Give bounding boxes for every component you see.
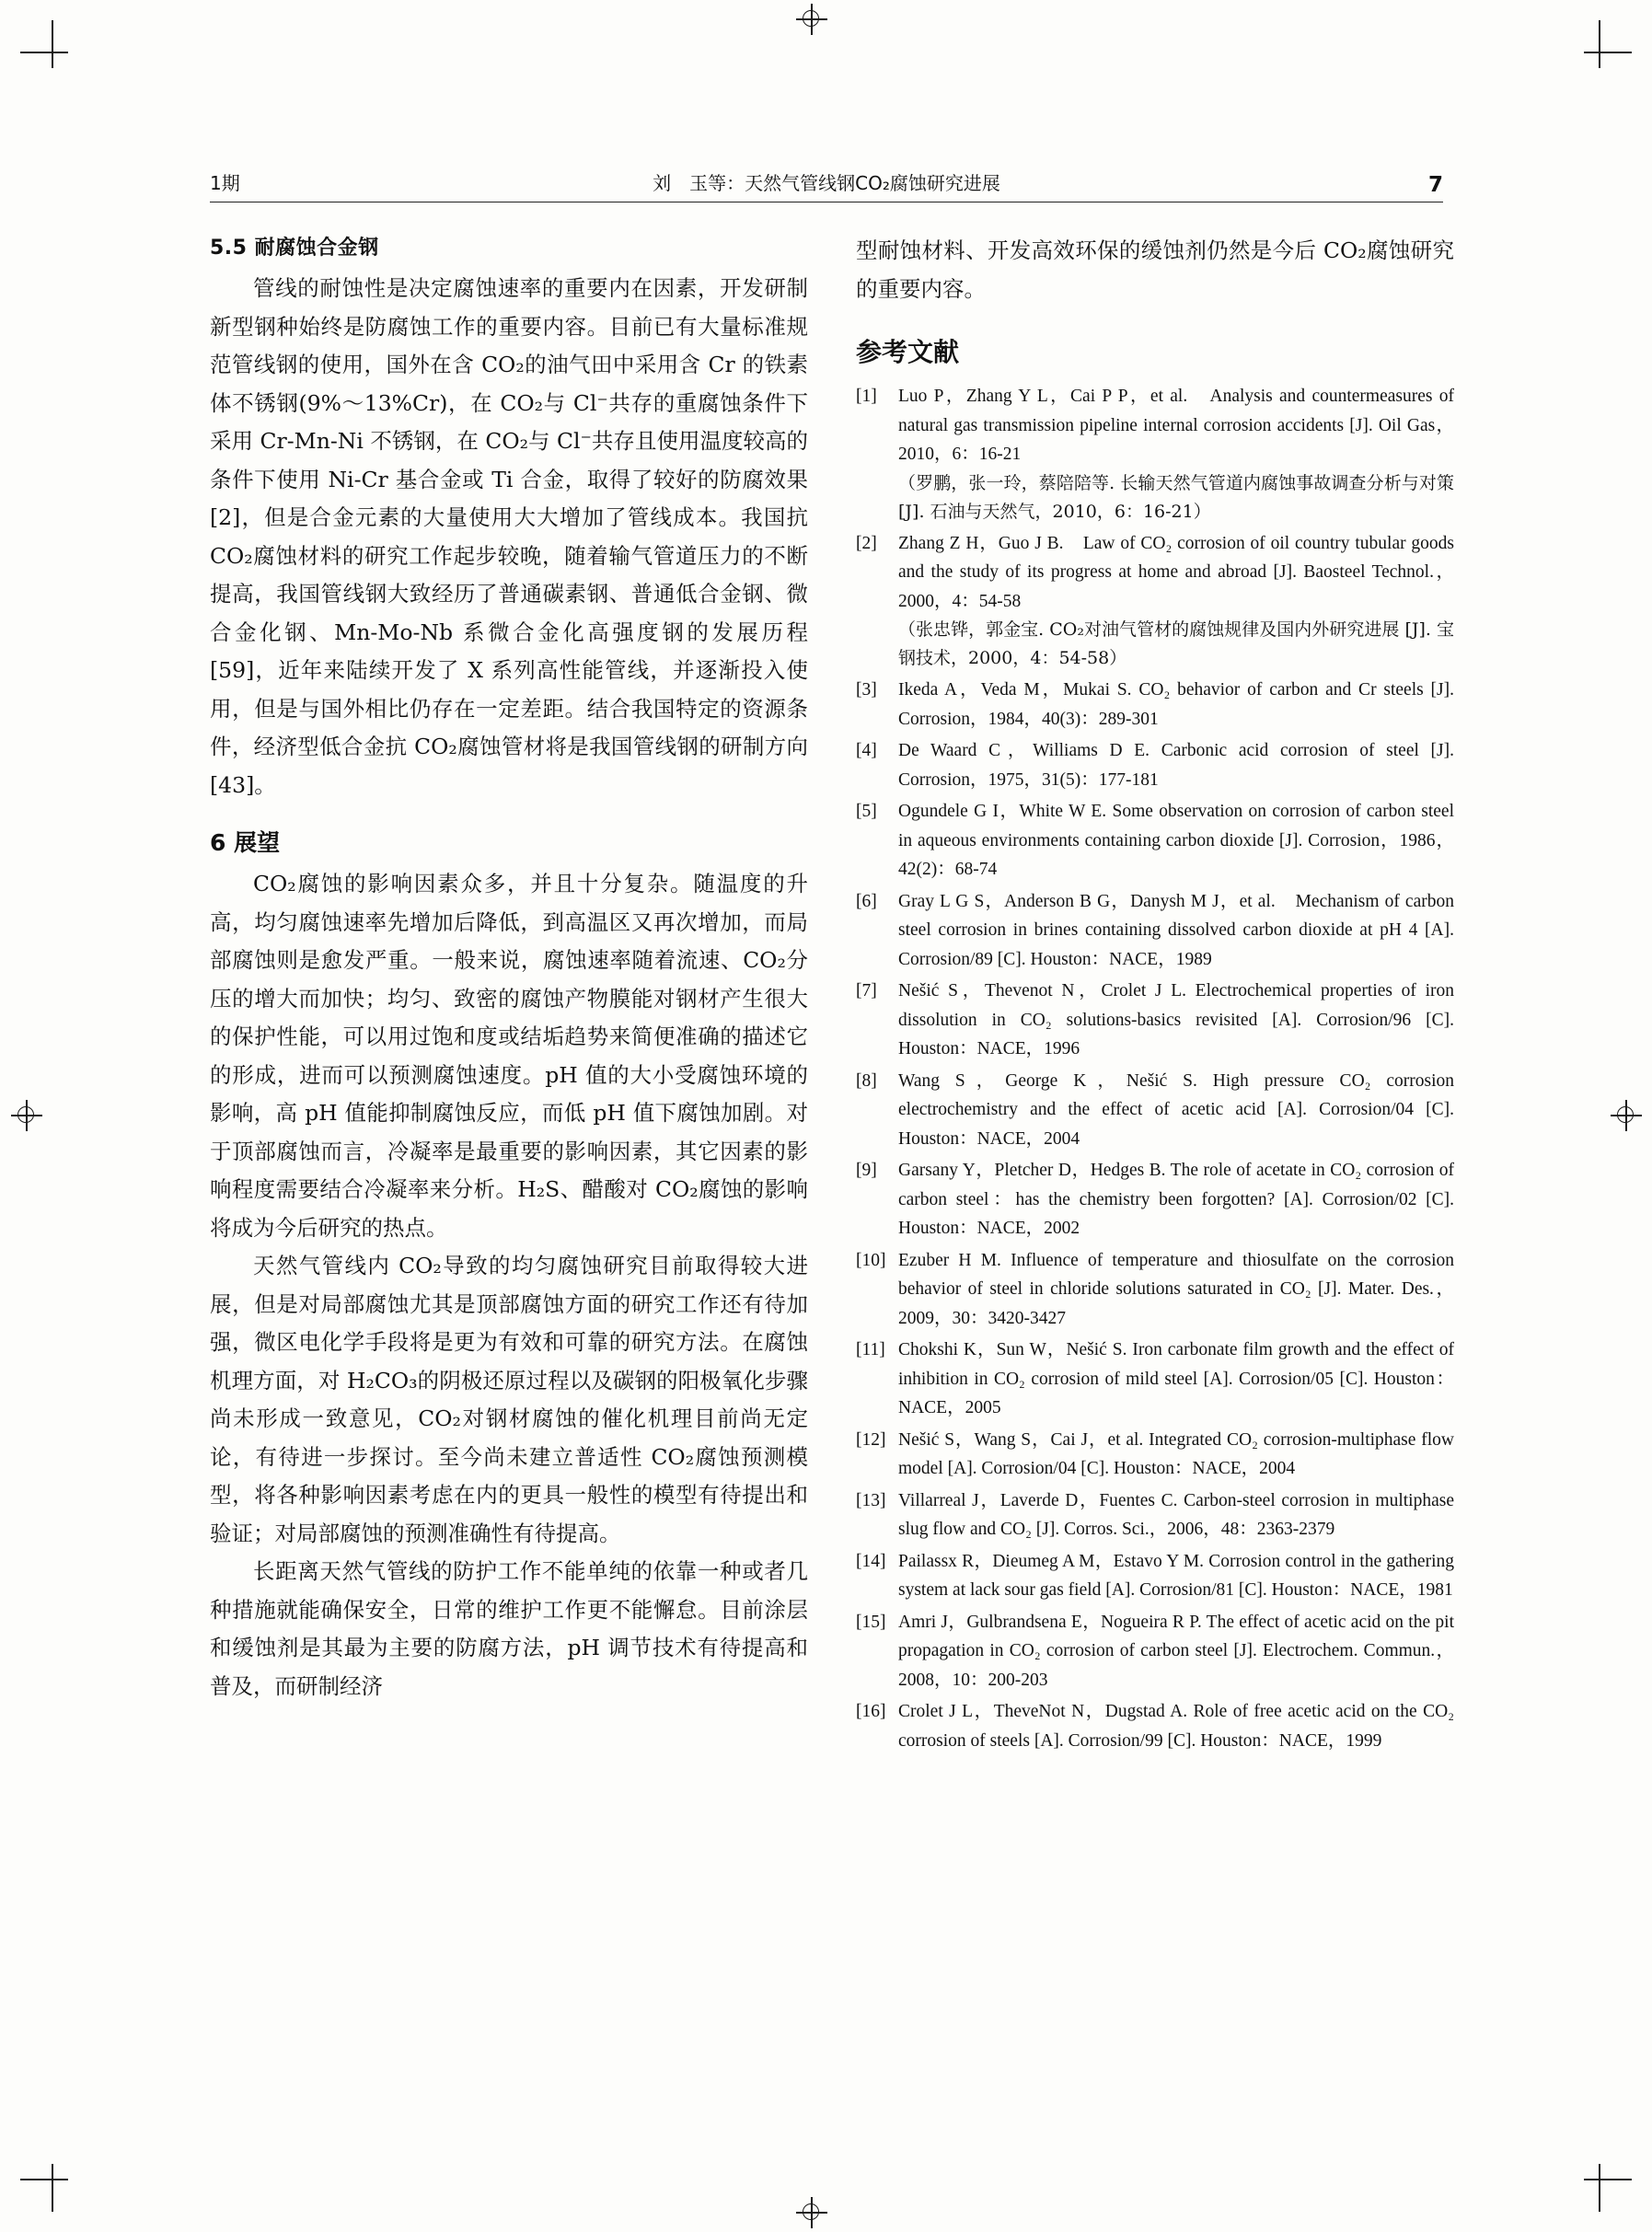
list-item <box>856 1426 1454 1484</box>
reference-number: [15] <box>856 1612 886 1632</box>
crop-mark-top-right-h <box>1584 52 1632 53</box>
reference-number: [12] <box>856 1429 886 1450</box>
registration-mark-left <box>11 1100 42 1131</box>
paragraph-6-2: 天然气管线内 CO₂导致的均匀腐蚀研究目前取得较大进展，但是对局部腐蚀尤其是顶部腐蚀方面的研究工作还有待加强，微区电化学手段将是更为有效和可靠的研究方法。在腐蚀机理方面，对 H₂CO₃的阴极还原过程以及碳钢的阳极氧化步骤尚未形成一致意见，CO₂对钢材腐蚀的催化机理目前尚无定论，有待进一步探讨。至今尚未建立普适性 CO₂腐蚀预测模型，将各种影响因素考虑在内的更具一般性的模型有待提出和验证；对局部腐蚀的预测准确性有待提高。 <box>210 1253 808 1546</box>
list-item <box>856 382 1454 526</box>
reference-number: [13] <box>856 1490 886 1510</box>
reference-number: [5] <box>856 802 877 821</box>
reference-text: Ogundele G I，White W E. Some observation on corrosion of carbon steel in aqueous environments containing carbon dioxide [J]. Corrosion，1986，42(2)：68-74 <box>898 802 1454 879</box>
crop-mark-bottom-right-h <box>1584 2179 1632 2180</box>
right-column <box>856 232 1454 1758</box>
reference-number: [11] <box>856 1340 885 1359</box>
crop-mark-bottom-left-v <box>52 2164 53 2212</box>
crop-mark-bottom-left-h <box>20 2179 68 2180</box>
registration-mark-bottom <box>796 2197 827 2228</box>
list-item <box>856 1336 1454 1423</box>
reference-number: [6] <box>856 891 877 911</box>
reference-text: Ikeda A，Veda M，Mukai S. CO₂ behavior of carbon and Cr steels [J]. Corrosion，1984，40(3)：289-301 <box>898 680 1454 729</box>
reference-text: Amri J，Gulbrandsena E，Nogueira R P. The effect of acetic acid on the pit propagation in CO₂ corrosion of carbon steel [J]. Electrochem. Commun.，2008，10：200-203 <box>898 1612 1454 1690</box>
reference-text: Chokshi K，Sun W，Nešić S. Iron carbonate film growth and the effect of inhibition in CO₂ corrosion of mild steel [A]. Corrosion/05 [C]. Houston：NACE，2005 <box>898 1340 1454 1417</box>
crop-mark-bottom-right-v <box>1599 2164 1600 2212</box>
list-item <box>856 1486 1454 1544</box>
references-heading: 参考文献 <box>856 337 960 367</box>
reference-number: [16] <box>856 1702 886 1721</box>
reference-list <box>856 382 1454 1755</box>
list-item <box>856 1156 1454 1243</box>
reference-number: [14] <box>856 1551 886 1571</box>
crop-mark-top-right-v <box>1599 20 1600 68</box>
list-item <box>856 1246 1454 1334</box>
article-running-title: 刘 玉等：天然气管线钢CO₂腐蚀研究进展 <box>653 172 1000 194</box>
reference-number: [10] <box>856 1250 886 1270</box>
running-head <box>210 162 1443 202</box>
registration-mark-top <box>796 4 827 35</box>
left-column <box>210 232 808 1706</box>
reference-text: Villarreal J，Laverde D，Fuentes C. Carbon-steel corrosion in multiphase slug flow and CO₂ [J]. Corros. Sci.，2006，48：2363-2379 <box>898 1490 1454 1539</box>
paragraph-5-5: 管线的耐蚀性是决定腐蚀速率的重要内在因素，开发研制新型钢种始终是防腐蚀工作的重要内容。目前已有大量标准规范管线钢的使用，国外在含 CO₂的油气田中采用含 Cr 的铁素体不锈钢(9%～13%Cr)，在 CO₂与 Cl⁻共存的重腐蚀条件下采用 Cr-Mn-Ni 不锈钢，在 CO₂与 Cl⁻共存且使用温度较高的条件下使用 Ni-Cr 基合金或 Ti 合金，取得了较好的防腐效果[2]，但是合金元素的大量使用大大增加了管线成本。我国抗 CO₂腐蚀材料的研究工作起步较晚，随着输气管道压力的不断提高，我国管线钢大致经历了普通碳素钢、普通低合金钢、微合金化钢、Mn-Mo-Nb 系微合金化高强度钢的发展历程[59]，近年来陆续开发了 X 系列高性能管线，并逐渐投入使用，但是与国外相比仍存在一定差距。结合我国特定的资源条件，经济型低合金抗 CO₂腐蚀管材将是我国管线钢的研制方向[43]。 <box>210 275 808 798</box>
crop-mark-top-left-h <box>20 52 68 53</box>
paragraph-6-3: 长距离天然气管线的防护工作不能单纯的依靠一种或者几种措施就能确保安全，日常的维护工作更不能懈怠。目前涂层和缓蚀剂是其最为主要的防腐方法，pH 调节技术有待提高和普及，而研制经济 <box>210 1558 808 1699</box>
reference-text: Gray L G S，Anderson B G，Danysh M J，et al. Mechanism of carbon steel corrosion in brines containing dissolved carbon dioxide at pH 4 [A]. Corrosion/89 [C]. Houston：NACE，1989 <box>898 891 1454 969</box>
list-item <box>856 676 1454 734</box>
list-item <box>856 736 1454 794</box>
reference-text: Luo P，Zhang Y L，Cai P P，et al. Analysis and countermeasures of natural gas transmission pipeline internal corrosion accidents [J]. Oil Gas，2010，6：16-21 <box>898 387 1454 464</box>
reference-text: Zhang Z H，Guo J B. Law of CO₂ corrosion of oil country tubular goods and the study of its progress at home and abroad [J]. Baosteel Technol.，2000，4：54-58 <box>898 533 1454 611</box>
crop-mark-top-left-v <box>52 20 53 68</box>
reference-text-cn: （罗鹏，张一玲，蔡陪陪等. 长输天然气管道内腐蚀事故调查分析与对策 [J]. 石油与天然气，2010，6：16-21） <box>898 472 1454 522</box>
heading-5-5: 5.5 耐腐蚀合金钢 <box>210 237 379 260</box>
reference-text: Crolet J L，TheveNot N，Dugstad A. Role of free acetic acid on the CO₂ corrosion of steels [A]. Corrosion/99 [C]. Houston：NACE，1999 <box>898 1702 1454 1751</box>
reference-number: [9] <box>856 1161 877 1180</box>
reference-number: [1] <box>856 387 877 406</box>
reference-text-cn: （张忠铧，郭金宝. CO₂对油气管材的腐蚀规律及国内外研究进展 [J]. 宝钢技术，2000，4：54-58） <box>898 619 1454 668</box>
reference-text: Garsany Y，Pletcher D，Hedges B. The role of acetate in CO₂ corrosion of carbon steel：has the chemistry been forgotten? [A]. Corrosion/02 [C]. Houston：NACE，2002 <box>898 1161 1454 1238</box>
reference-number: [4] <box>856 741 877 760</box>
paragraph-continuation: 型耐蚀材料、开发高效环保的缓蚀剂仍然是今后 CO₂腐蚀研究的重要内容。 <box>856 237 1454 302</box>
issue-number: 1期 <box>210 172 240 194</box>
registration-mark-right <box>1611 1100 1642 1131</box>
list-item <box>856 797 1454 885</box>
reference-text: Pailassx R，Dieumeg A M，Estavo Y M. Corrosion control in the gathering system at lack sour gas field [A]. Corrosion/81 [C]. Houston：NACE，1981 <box>898 1551 1454 1600</box>
reference-text: De Waard C，Williams D E. Carbonic acid corrosion of steel [J]. Corrosion，1975，31(5)：177-181 <box>898 741 1454 790</box>
heading-6: 6 展望 <box>210 829 281 856</box>
reference-number: [2] <box>856 533 877 553</box>
reference-number: [7] <box>856 981 877 1000</box>
reference-text: Nešić S，Wang S，Cai J，et al. Integrated CO₂ corrosion-multiphase flow model [A]. Corrosion/04 [C]. Houston：NACE，2004 <box>898 1429 1454 1478</box>
list-item <box>856 1067 1454 1154</box>
list-item <box>856 1697 1454 1755</box>
reference-text: Wang S，George K，Nešić S. High pressure CO₂ corrosion electrochemistry and the effect of acetic acid [A]. Corrosion/04 [C]. Houston：NACE，2004 <box>898 1070 1454 1149</box>
reference-number: [8] <box>856 1070 877 1091</box>
list-item <box>856 977 1454 1064</box>
list-item <box>856 529 1454 674</box>
list-item <box>856 887 1454 975</box>
list-item <box>856 1608 1454 1695</box>
paragraph-6-1: CO₂腐蚀的影响因素众多，并且十分复杂。随温度的升高，均匀腐蚀速率先增加后降低，到高温区又再次增加，而局部腐蚀则是愈发严重。一般来说，腐蚀速率随着流速、CO₂分压的增大而加快；均匀、致密的腐蚀产物膜能对钢材产生很大的保护性能，可以用过饱和度或结垢趋势来简便准确的描述它的形成，进而可以预测腐蚀速度。pH 值的大小受腐蚀环境的影响，高 pH 值能抑制腐蚀反应，而低 pH 值下腐蚀加剧。对于顶部腐蚀而言，冷凝率是最重要的影响因素，其它因素的影响程度需要结合冷凝率来分析。H₂S、醋酸对 CO₂腐蚀的影响将成为今后研究的热点。 <box>210 871 808 1241</box>
reference-text: Ezuber H M. Influence of temperature and thiosulfate on the corrosion behavior of steel in chloride solutions saturated in CO₂ [J]. Mater. Des.，2009，30：3420-3427 <box>898 1250 1454 1328</box>
reference-number: [3] <box>856 680 877 700</box>
list-item <box>856 1547 1454 1605</box>
reference-text: Nešić S，Thevenot N，Crolet J L. Electrochemical properties of iron dissolution in CO₂ solutions-basics revisited [A]. Corrosion/96 [C]. Houston：NACE，1996 <box>898 981 1454 1058</box>
page-number: 7 <box>1427 173 1443 197</box>
